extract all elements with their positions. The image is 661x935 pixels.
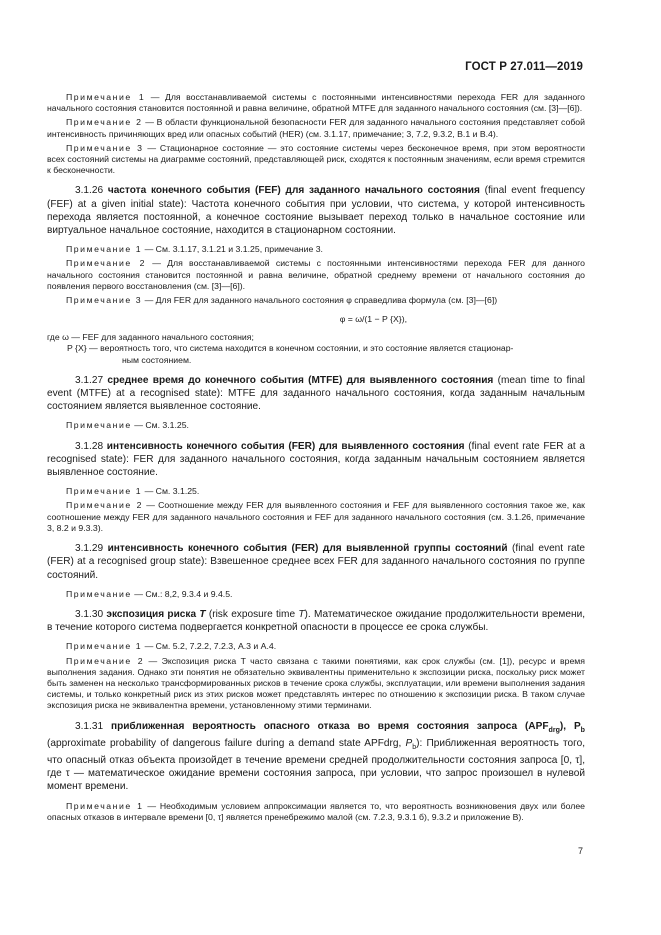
term-symbol: T [199, 608, 206, 620]
note-text: — В области функциональной безопасности FER для заданного начального состояния представляет собой интенсивность причиняющих вред или опасных событий (HER) (см. 3.1.17, примечание; 3, 7.2, 9.3.2, В.1 и В.4). [47, 117, 585, 139]
term-definition: (approximate probability of dangerous failure during a demand state APFdrg, [47, 737, 402, 749]
note-label: Примечание 2 [66, 258, 146, 269]
note [47, 801, 585, 823]
note [47, 258, 585, 292]
note-text: — Стационарное состояние — это состояние системы через бесконечное время, при этом вероятности всех состояний системы на диаграмме состояний, представляющей риск, сходятся к постоянным значениям, если время стремится к бесконечности. [47, 142, 585, 176]
term-definition: (final event rate (FER) at a recognised group state): Взвешенное среднее всех FER для заданного начального состояния по группе состояний. [47, 543, 585, 581]
term-symbol-inline: P [405, 737, 413, 749]
term-title: интенсивность конечного события (FER) для выявленной группы состояний [107, 543, 508, 555]
note-text: — См.: 8,2, 9.3.4 и 9.4.5. [134, 588, 233, 599]
page-number: 7 [577, 846, 583, 856]
note-text: — См. 3.1.25. [144, 486, 200, 497]
note-text: — Для восстанавливаемой системы с постоянными интенсивностями перехода FER для данного начального состояния становится постоянной и равна величине, обратной среднему времени от начального состояния до появления первого восстановления (см. [3]—[6]). [47, 258, 585, 291]
standard-header: ГОСТ Р 27.011—2019 [465, 61, 583, 73]
note-label: Примечание 1 [66, 641, 143, 652]
formula-where-item [47, 343, 585, 365]
note-label: Примечание 1 [66, 92, 146, 102]
note [47, 589, 585, 600]
term-title: частота конечного события (FEF) для заданного начального состояния [107, 185, 480, 197]
term-3-1-31 [47, 720, 585, 794]
term-number: 3.1.26 [75, 185, 104, 197]
term-symbol-inline: T [298, 608, 305, 620]
note [47, 143, 585, 177]
note-label: Примечание 2 [66, 500, 143, 511]
term-title: экспозиция риска [106, 608, 197, 620]
note [47, 420, 585, 431]
term-3-1-30 [47, 608, 585, 634]
term-symbol-subscript: b [412, 743, 417, 751]
term-title: среднее время до конечного события (MTFE) для выявленного состояния [107, 374, 494, 386]
note-text: — Соотношение между FER для выявленного состояния и FEF для выявленного состояния такое же, как соотношение между FER для заданного начального состояния и FEF для заданного начального состояния (см. 3.1.26, примечание 3, 8.2 и 9.3.3). [47, 500, 585, 533]
note [47, 244, 585, 255]
note [47, 656, 585, 712]
formula: φ = ω/(1 − P {X}), [339, 314, 407, 325]
term-title-subscript: drg [548, 726, 560, 734]
note [47, 295, 585, 306]
term-number: 3.1.29 [75, 543, 104, 555]
note-text: — Для восстанавливаемой системы с постоянными интенсивностями перехода FER для заданного начального состояния становится постоянной и равна величине, обратной MTFE для заданного начального состояния (см. [3]—[6]). [47, 92, 585, 114]
note-label: Примечание 3 [66, 142, 144, 153]
term-definition: (final event rate FER at a recognised state): FER для заданного начального состояния, когда заданным начальным состоянием является выявленное состояние. [47, 440, 585, 479]
term-definition: (risk exposure time [208, 608, 296, 620]
note-text: — Необходимым условием аппроксимации является то, что вероятность возникновения двух или более опасных отказов в интервале времени [0, τ] является пренебрежимо малой (см. 7.2.3, 9.3.1 б), 9.3.2 и приложение В). [47, 800, 585, 822]
note-text: — См. 5.2, 7.2.2, 7.2.3, А.3 и А.4. [144, 641, 277, 652]
note-text: — См. 3.1.17, 3.1.21 и 3.1.25, примечание 3. [144, 244, 323, 255]
term-number: 3.1.27 [75, 374, 104, 386]
term-title [111, 721, 585, 732]
term-title-end: ), P [559, 720, 581, 732]
note-label: Примечание 1 [66, 486, 143, 497]
term-3-1-27 [47, 374, 585, 414]
term-definition-cont: ): Приближенная вероятность того, что опасный отказ объекта произойдет в течение времени средней продолжительности состояния запроса [0, τ], где τ — математическое ожидание времени состояния запроса, при условии, что запрос произошел в нулевой момент времени. [47, 737, 586, 793]
note-text: — См. 3.1.25. [134, 420, 189, 431]
document-body [47, 92, 585, 826]
formula-where: где ω — FEF для заданного начального состояния; [47, 332, 254, 343]
term-3-1-29 [47, 542, 585, 582]
term-3-1-26 [47, 184, 585, 237]
term-definition-cont: ). Математическое ожидание продолжительности времени, в течение которого система подвергается конкретной опасности в процессе ее срока службы. [47, 608, 586, 634]
note-label: Примечание [66, 420, 132, 431]
note-label: Примечание 2 [66, 655, 145, 666]
note-label: Примечание 1 [66, 244, 143, 255]
term-title-subscript-b: b [580, 726, 585, 734]
term-number: 3.1.28 [75, 440, 104, 452]
note-text: — Экспозиция риска T часто связана с такими понятиями, как срок службы (см. [1]), ресурс и время выполнения задания. Однако эти понятия не обязательно эквивалентны применительно к экспозиции риска, поскольку риск может быть заменен на несколько трансформированных рисков в течение срока службы, эксплуатации, или времени выполнения задания системы, и только конкретный риск из этих рисков может представлять интерес по отношению к экспозиции риска. В таком случае экспозиция риска не эквивалентна времени, установленному этими терминами. [47, 655, 585, 711]
where-continuation: ным состоянием. [122, 354, 192, 365]
term-definition: (final event frequency (FEF) at a given initial state): Частота конечного события при условии, что система, у которой интенсивность перехода является постоянной, а конечное состояние вызывает переход только в начальное состояние или виртуальное начальное состояние, находится в стационарном состоянии. [47, 185, 585, 237]
note [47, 117, 585, 139]
term-number: 3.1.30 [75, 608, 104, 620]
term-definition: (mean time to final event (MTFE) at a recognised state): MTFE для заданного начального состояния, когда заданным начальным состоянием является выявленное состояние. [47, 374, 585, 413]
where-text: P {X} — вероятность того, что система находится в конечном состоянии, и это состояние является стационар- [67, 343, 514, 354]
note [47, 486, 585, 497]
term-title-text: приближенная вероятность опасного отказа во время состояния запроса (APF [110, 720, 549, 732]
note-label: Примечание 1 [66, 800, 144, 811]
term-3-1-28 [47, 440, 585, 480]
note [47, 641, 585, 652]
note [47, 92, 585, 114]
note-text: — Для FER для заданного начального состояния φ справедлива формула (см. [3]—[6]) [144, 295, 498, 306]
note-label: Примечание 3 [66, 295, 143, 306]
note-label: Примечание [66, 588, 132, 599]
note [47, 500, 585, 534]
term-title: интенсивность конечного события (FER) для выявленного состояния [106, 440, 465, 452]
note-label: Примечание 2 [66, 117, 143, 128]
term-number: 3.1.31 [75, 720, 104, 732]
